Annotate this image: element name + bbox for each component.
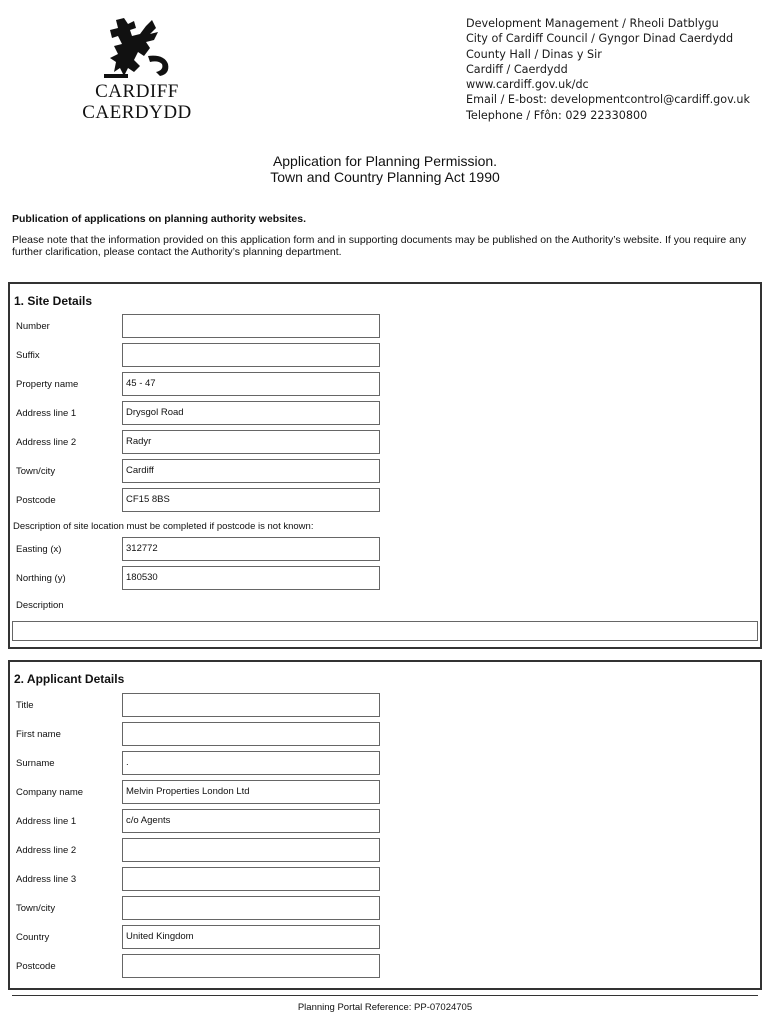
site-address-line-2-label: Address line 2 <box>16 437 77 448</box>
applicant-country-label: Country <box>16 932 50 943</box>
applicant-postcode-label: Postcode <box>16 961 56 972</box>
site-address-line-1-field[interactable]: Drysgol Road <box>122 401 380 425</box>
applicant-address-line-1-label: Address line 1 <box>16 816 77 827</box>
site-northing-field[interactable]: 180530 <box>122 566 380 590</box>
site-town-city-field[interactable]: Cardiff <box>122 459 380 483</box>
applicant-address-line-3-field[interactable] <box>122 867 380 891</box>
applicant-company-name-row <box>10 780 760 806</box>
applicant-town-city-row <box>10 896 760 922</box>
site-number-field[interactable] <box>122 314 380 338</box>
site-town-city-label: Town/city <box>16 466 56 477</box>
applicant-first-name-label: First name <box>16 729 61 740</box>
applicant-details-section <box>8 660 762 990</box>
site-easting-row <box>10 537 760 563</box>
site-description-field[interactable] <box>12 621 758 641</box>
site-property-name-row <box>10 372 760 398</box>
applicant-postcode-field[interactable] <box>122 954 380 978</box>
contact-block <box>466 16 750 123</box>
site-easting-label: Easting (x) <box>16 544 62 555</box>
contact-email: Email / E-bost: developmentcontrol@cardiff.gov.uk <box>466 93 750 107</box>
site-address-line-1-row <box>10 401 760 427</box>
site-number-row <box>10 314 760 340</box>
site-easting-field[interactable]: 312772 <box>122 537 380 561</box>
site-property-name-field[interactable]: 45 - 47 <box>122 372 380 396</box>
contact-council: City of Cardiff Council / Gyngor Dinad Caerdydd <box>466 32 734 46</box>
site-details-title: 1. Site Details <box>14 294 93 308</box>
site-postcode-row <box>10 488 760 514</box>
applicant-town-city-label: Town/city <box>16 903 56 914</box>
site-property-name-label: Property name <box>16 379 79 390</box>
applicant-surname-label: Surname <box>16 758 55 769</box>
applicant-address-line-1-field[interactable]: c/o Agents <box>122 809 380 833</box>
site-location-note: Description of site location must be completed if postcode is not known: <box>13 521 314 532</box>
site-town-city-row <box>10 459 760 485</box>
form-title-line1: Application for Planning Permission. <box>272 153 498 169</box>
form-title <box>0 153 770 185</box>
contact-city: Cardiff / Caerdydd <box>466 62 568 76</box>
site-address-line-1-label: Address line 1 <box>16 408 77 419</box>
applicant-town-city-field[interactable] <box>122 896 380 920</box>
dragon-icon <box>94 16 180 82</box>
form-title-line2: Town and Country Planning Act 1990 <box>270 169 500 185</box>
applicant-country-field[interactable]: United Kingdom <box>122 925 380 949</box>
applicant-title-row <box>10 693 760 719</box>
site-number-label: Number <box>16 321 50 332</box>
applicant-address-line-2-label: Address line 2 <box>16 845 77 856</box>
applicant-details-title: 2. Applicant Details <box>14 672 125 686</box>
site-suffix-field[interactable] <box>122 343 380 367</box>
applicant-country-row <box>10 925 760 951</box>
applicant-company-name-field[interactable]: Melvin Properties London Ltd <box>122 780 380 804</box>
applicant-address-line-2-field[interactable] <box>122 838 380 862</box>
applicant-company-name-label: Company name <box>16 787 84 798</box>
publication-heading: Publication of applications on planning authority websites. <box>12 213 307 225</box>
site-details-section <box>8 282 762 649</box>
logo-text-caerdydd: CAERDYDD <box>82 102 192 123</box>
planning-portal-reference: Planning Portal Reference: PP-07024705 <box>297 1002 473 1013</box>
applicant-first-name-field[interactable] <box>122 722 380 746</box>
site-address-line-2-field[interactable]: Radyr <box>122 430 380 454</box>
applicant-address-line-3-row <box>10 867 760 893</box>
applicant-title-label: Title <box>16 700 34 711</box>
site-postcode-label: Postcode <box>16 495 56 506</box>
site-suffix-row <box>10 343 760 369</box>
applicant-surname-row <box>10 751 760 777</box>
logo-text-cardiff: CARDIFF <box>95 81 179 102</box>
contact-department: Development Management / Rheoli Datblygu <box>466 17 719 30</box>
applicant-address-line-3-label: Address line 3 <box>16 874 77 885</box>
footer-divider <box>12 995 758 996</box>
site-suffix-label: Suffix <box>16 350 40 361</box>
site-northing-row <box>10 566 760 592</box>
site-postcode-field[interactable]: CF15 8BS <box>122 488 380 512</box>
applicant-address-line-1-row <box>10 809 760 835</box>
applicant-title-field[interactable] <box>122 693 380 717</box>
contact-county-hall: County Hall / Dinas y Sir <box>466 47 602 61</box>
contact-website: www.cardiff.gov.uk/dc <box>466 78 589 92</box>
contact-telephone: Telephone / Ffôn: 029 22330800 <box>466 108 648 122</box>
site-description-label: Description <box>16 600 64 611</box>
applicant-first-name-row <box>10 722 760 748</box>
applicant-address-line-2-row <box>10 838 760 864</box>
site-address-line-2-row <box>10 430 760 456</box>
cardiff-council-logo <box>78 16 196 123</box>
site-northing-label: Northing (y) <box>16 573 66 584</box>
applicant-postcode-row <box>10 954 760 980</box>
publication-note: Please note that the information provided on this application form and in supporting documents may be published on the Authority’s website. If you require any further clarification, please contact the Authority’s planning department. <box>12 234 747 258</box>
applicant-surname-field[interactable]: . <box>122 751 380 775</box>
